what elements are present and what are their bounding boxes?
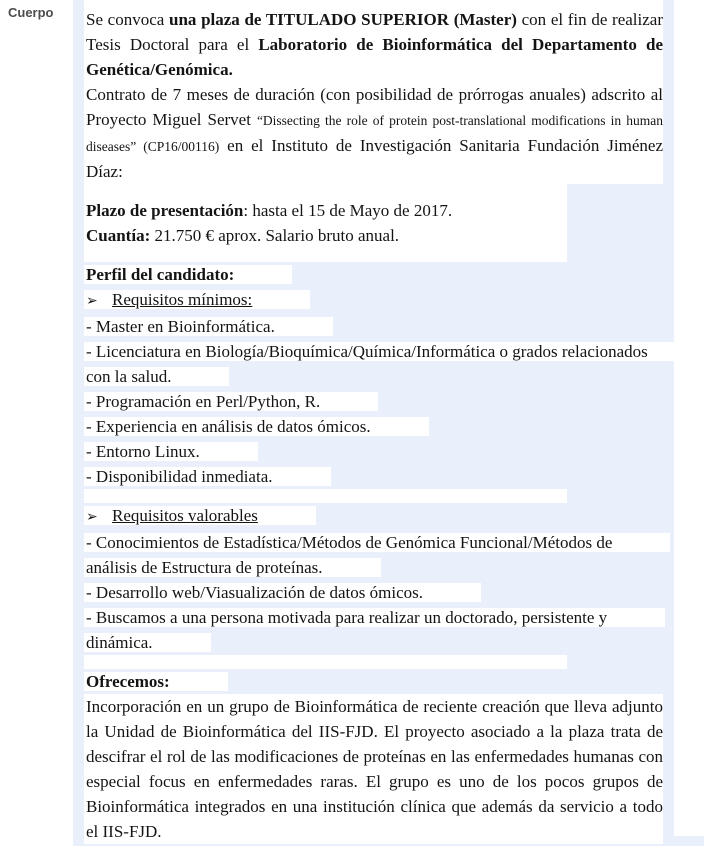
deadline-value: : hasta el 15 de Mayo de 2017. — [243, 201, 453, 220]
arrow-bullet-icon: ➢ — [86, 294, 98, 309]
requirement-item: - Licenciatura en Biología/Bioquímica/Química/Informática o grados relacionados con la salud. — [84, 339, 663, 389]
requirement-item: - Entorno Linux. — [84, 439, 663, 464]
spacer — [86, 248, 567, 262]
valued-requirements-title: Requisitos valorables — [112, 506, 258, 525]
spacer — [84, 489, 567, 503]
requirement-item: - Desarrollo web/Viasualización de datos ómicos. — [84, 580, 663, 605]
intro-text: Se convoca — [86, 10, 169, 29]
terms-block — [84, 184, 567, 262]
salary-value: 21.750 € aprox. Salario bruto anual. — [150, 226, 400, 245]
intro-paragraph — [84, 0, 663, 82]
min-requirements-title: Requisitos mínimos: — [112, 290, 253, 309]
min-requirements-heading — [84, 287, 663, 314]
spacer — [84, 655, 567, 669]
valued-requirements-heading — [84, 503, 663, 530]
body-richtext — [84, 0, 663, 844]
salary-line — [86, 223, 567, 248]
offer-heading: Ofrecemos: — [84, 669, 663, 694]
requirement-item: - Conocimientos de Estadística/Métodos de Genómica Funcional/Métodos de análisis de Estructura de proteínas. — [84, 530, 663, 580]
profile-heading: Perfil del candidato: — [84, 262, 663, 287]
position-title: una plaza de TITULADO SUPERIOR (Master) — [168, 10, 517, 29]
requirement-item: - Master en Bioinformática. — [84, 314, 663, 339]
requirement-item: - Buscamos a una persona motivada para realizar un doctorado, persistente y dinámica. — [84, 605, 663, 655]
next-row-strip — [674, 836, 704, 846]
lab-name: Laboratorio de Bioinformática del Departamento de Genética/Genómica. — [86, 35, 663, 79]
spacer — [86, 184, 567, 198]
offer-paragraph: Incorporación en un grupo de Bioinformática de reciente creación que lleva adjunto la Unidad de Bioinformática del IIS-FJD. El proyecto asociado a la plaza trata de descifrar el rol de las modificaciones de proteínas en las enfermedades humanas con especial focus en enfermedades raras. El grupo es uno de los pocos grupos de Bioinformática integrados en una institución clínica que además da servicio a todo el IIS-FJD. — [84, 694, 663, 844]
requirement-item: - Disponibilidad inmediata. — [84, 464, 663, 489]
project-paragraph — [84, 82, 663, 184]
project-quote: “Dissecting the role of protein post-translational modifications in human diseases” (CP16/00116) — [86, 113, 663, 154]
requirement-item: - Programación en Perl/Python, R. — [84, 389, 663, 414]
contract-text: Contrato de 7 meses de duración (con posibilidad de prórrogas anuales) adscrito al Proyecto Miguel Servet — [86, 85, 663, 129]
deadline-line — [86, 198, 567, 223]
requirement-item: - Experiencia en análisis de datos ómicos. — [84, 414, 663, 439]
institute-text: en el Instituto de Investigación Sanitaria Fundación Jiménez Díaz: — [86, 136, 664, 181]
field-label: Cuerpo — [8, 5, 54, 20]
deadline-label: Plazo de presentación — [86, 201, 244, 220]
salary-label: Cuantía: — [86, 226, 151, 245]
arrow-bullet-icon: ➢ — [86, 510, 98, 525]
intro-text: con el fin de realizar Tesis Doctoral para el — [86, 10, 663, 54]
